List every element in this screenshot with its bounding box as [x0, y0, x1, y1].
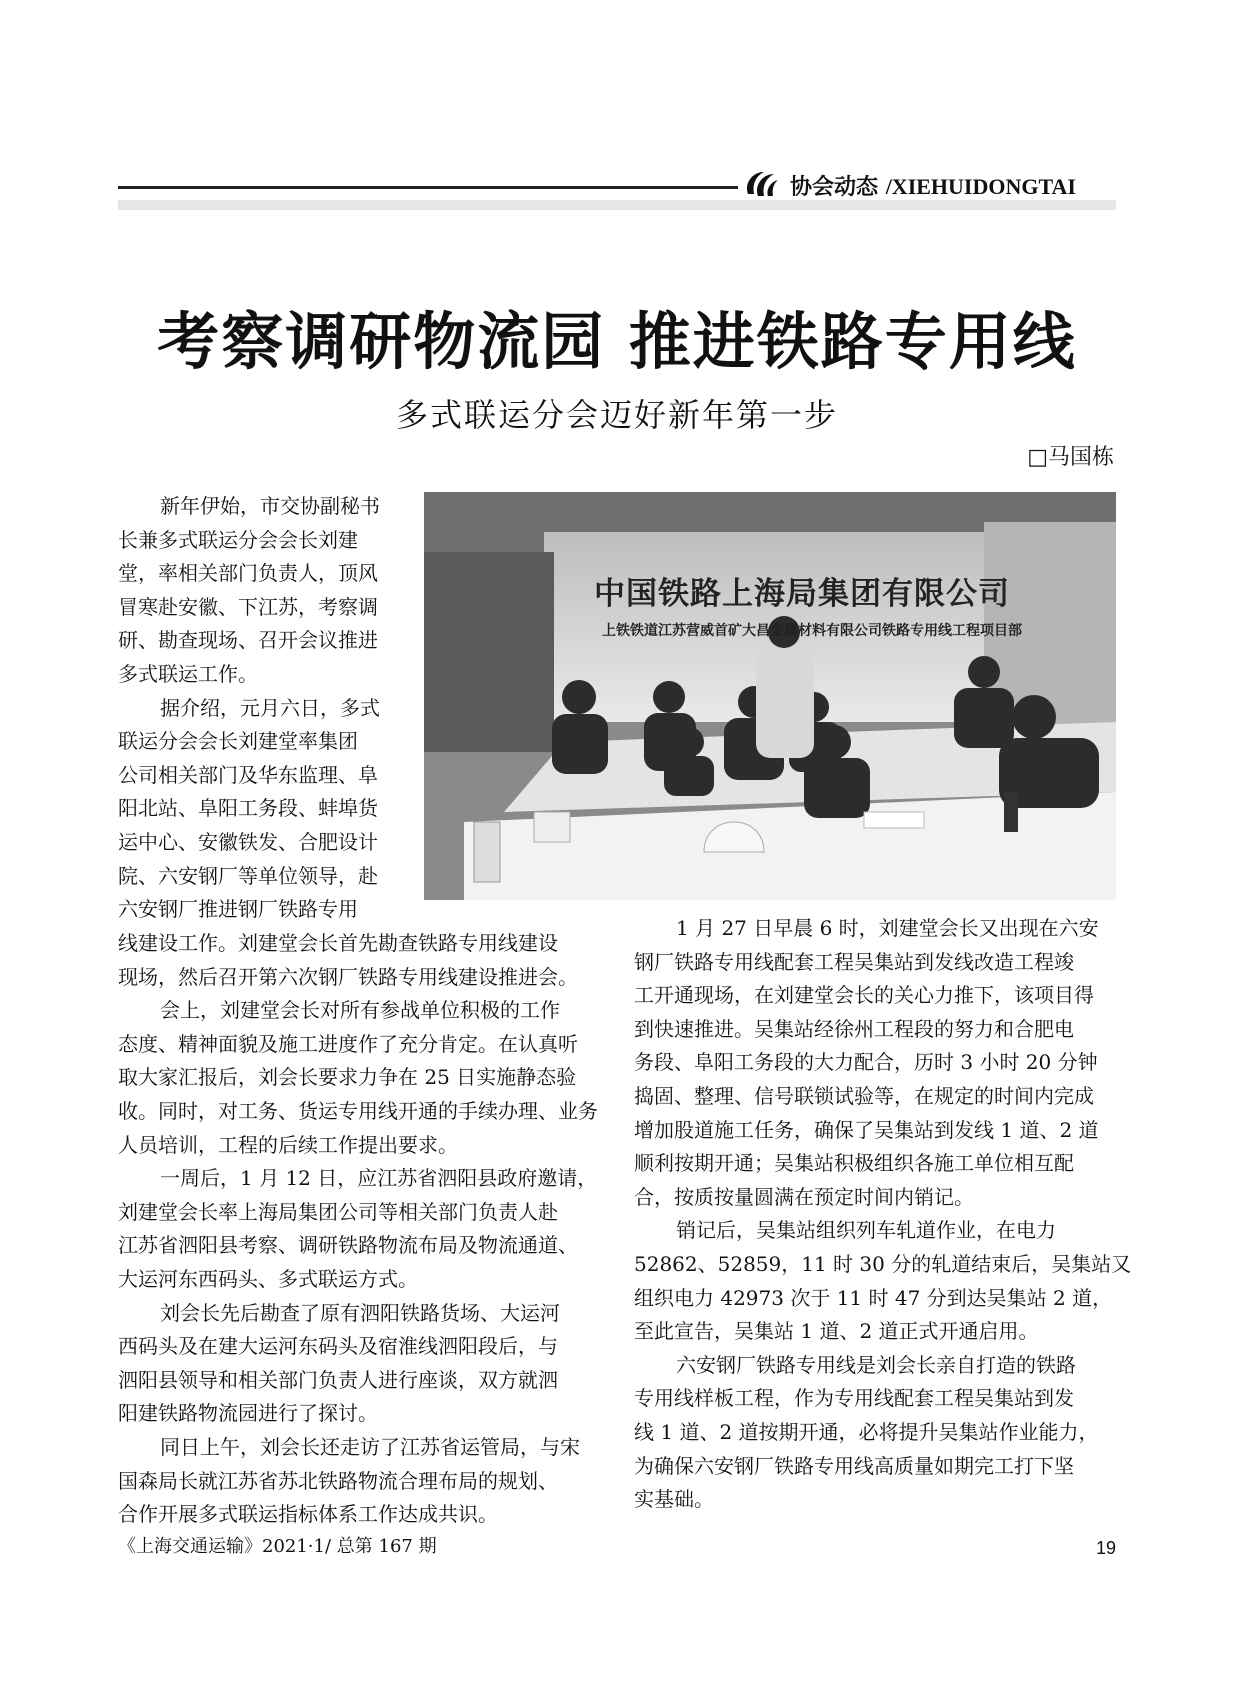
text-line: 52862、52859，11 时 30 分的轧道结束后，吴集站又: [634, 1251, 1132, 1276]
meeting-photo: [424, 492, 1116, 900]
journal-footer: 《上海交通运输》2021·1/ 总第 167 期: [118, 1536, 437, 1557]
text-line: 院、六安钢厂等单位领导，赴: [118, 863, 378, 888]
article-title: 考察调研物流园 推进铁路专用线: [157, 305, 1077, 378]
text-line: 人员培训，工程的后续工作提出要求。: [118, 1132, 458, 1157]
photo-wall-subsign: 上铁铁道江苏营威首矿大昌金属材料有限公司铁路专用线工程项目部: [602, 623, 1022, 639]
left-column-lower: [118, 927, 598, 1532]
text-line: 专用线样板工程，作为专用线配套工程吴集站到发: [634, 1386, 1074, 1411]
association-logo-icon: [742, 166, 782, 202]
text-line: 会上，刘建堂会长对所有参战单位积极的工作: [160, 998, 560, 1023]
photo-wall-sign: 中国铁路上海局集团有限公司: [594, 576, 1010, 612]
text-line: 冒寒赴安徽、下江苏，考察调: [118, 594, 378, 619]
text-line: 联运分会会长刘建堂率集团: [118, 729, 358, 754]
text-line: 阳建铁路物流园进行了探讨。: [118, 1401, 378, 1426]
text-line: 据介绍，元月六日，多式: [160, 695, 380, 720]
text-line: 合，按质按量圆满在预定时间内销记。: [634, 1184, 974, 1209]
text-line: 务段、阜阳工务段的大力配合，历时 3 小时 20 分钟: [634, 1050, 1098, 1075]
text-line: 工开通现场，在刘建堂会长的关心力推下，该项目得: [634, 983, 1094, 1008]
text-line: 阳北站、阜阳工务段、蚌埠货: [118, 796, 378, 821]
page-number: 19: [1096, 1538, 1117, 1558]
left-column-upper: [118, 490, 380, 927]
text-line: 捣固、整理、信号联锁试验等，在规定的时间内完成: [634, 1083, 1094, 1108]
text-line: 1 月 27 日早晨 6 时，刘建堂会长又出现在六安: [676, 916, 1099, 940]
text-line: 实基础。: [634, 1487, 714, 1512]
text-line: 销记后，吴集站组织列车轧道作业，在电力: [676, 1218, 1056, 1243]
text-line: 组织电力 42973 次于 11 时 47 分到达吴集站 2 道，: [634, 1285, 1113, 1310]
text-line: 堂，率相关部门负责人，顶风: [118, 561, 378, 586]
text-line: 收。同时，对工务、货运专用线开通的手续办理、业务: [118, 1098, 598, 1123]
text-line: 长兼多式联运分会会长刘建: [118, 527, 358, 552]
section-name-en: /XIEHUIDONGTAI: [885, 174, 1076, 199]
text-line: 合作开展多式联运指标体系工作达成共识。: [118, 1502, 498, 1527]
text-line: 六安钢厂推进钢厂铁路专用: [118, 897, 358, 922]
text-line: 为确保六安钢厂铁路专用线高质量如期完工打下坚: [634, 1453, 1074, 1478]
text-line: 刘建堂会长率上海局集团公司等相关部门负责人赴: [118, 1199, 558, 1224]
right-column: [634, 912, 1131, 1517]
text-line: 大运河东西码头、多式联运方式。: [118, 1266, 418, 1291]
text-line: 多式联运工作。: [118, 661, 258, 686]
text-line: 顺利按期开通；吴集站积极组织各施工单位相互配: [634, 1151, 1074, 1176]
text-line: 线建设工作。刘建堂会长首先勘查铁路专用线建设: [118, 931, 558, 955]
text-line: 线 1 道、2 道按期开通，必将提升吴集站作业能力，: [634, 1419, 1099, 1444]
section-name-cn: 协会动态: [790, 175, 879, 200]
text-line: 六安钢厂铁路专用线是刘会长亲自打造的铁路: [676, 1352, 1076, 1377]
text-line: 运中心、安徽铁发、合肥设计: [118, 829, 378, 854]
text-line: 新年伊始，市交协副秘书: [160, 494, 380, 518]
text-line: 泗阳县领导和相关部门负责人进行座谈，双方就泗: [118, 1367, 558, 1392]
text-line: 国森局长就江苏省苏北铁路物流合理布局的规划、: [118, 1468, 558, 1493]
text-line: 取大家汇报后，刘会长要求力争在 25 日实施静态验: [118, 1065, 577, 1090]
text-line: 西码头及在建大运河东码头及宿淮线泗阳段后，与: [118, 1334, 558, 1359]
text-line: 研、勘查现场、召开会议推进: [118, 628, 378, 653]
text-line: 现场，然后召开第六次钢厂铁路专用线建设推进会。: [118, 964, 578, 989]
text-line: 同日上午，刘会长还走访了江苏省运管局，与宋: [160, 1434, 580, 1459]
article-author: □马国栋: [1027, 445, 1114, 470]
text-line: 到快速推进。吴集站经徐州工程段的努力和合肥电: [634, 1016, 1074, 1041]
text-line: 刘会长先后勘查了原有泗阳铁路货场、大运河: [160, 1300, 560, 1325]
text-line: 公司相关部门及华东监理、阜: [118, 762, 378, 787]
article-subtitle: 多式联运分会迈好新年第一步: [395, 396, 838, 434]
section-header: [790, 170, 1076, 201]
text-line: 增加股道施工任务，确保了吴集站到发线 1 道、2 道: [634, 1117, 1099, 1142]
text-line: 至此宣告，吴集站 1 道、2 道正式开通启用。: [634, 1319, 1039, 1344]
text-line: 江苏省泗阳县考察、调研铁路物流布局及物流通道、: [118, 1233, 578, 1258]
header-rule: [118, 186, 738, 189]
text-line: 一周后，1 月 12 日，应江苏省泗阳县政府邀请，: [160, 1166, 598, 1191]
header-shade-bar: [118, 200, 1116, 210]
text-line: 钢厂铁路专用线配套工程吴集站到发线改造工程竣: [634, 949, 1074, 974]
text-line: 态度、精神面貌及施工进度作了充分肯定。在认真听: [118, 1031, 578, 1056]
